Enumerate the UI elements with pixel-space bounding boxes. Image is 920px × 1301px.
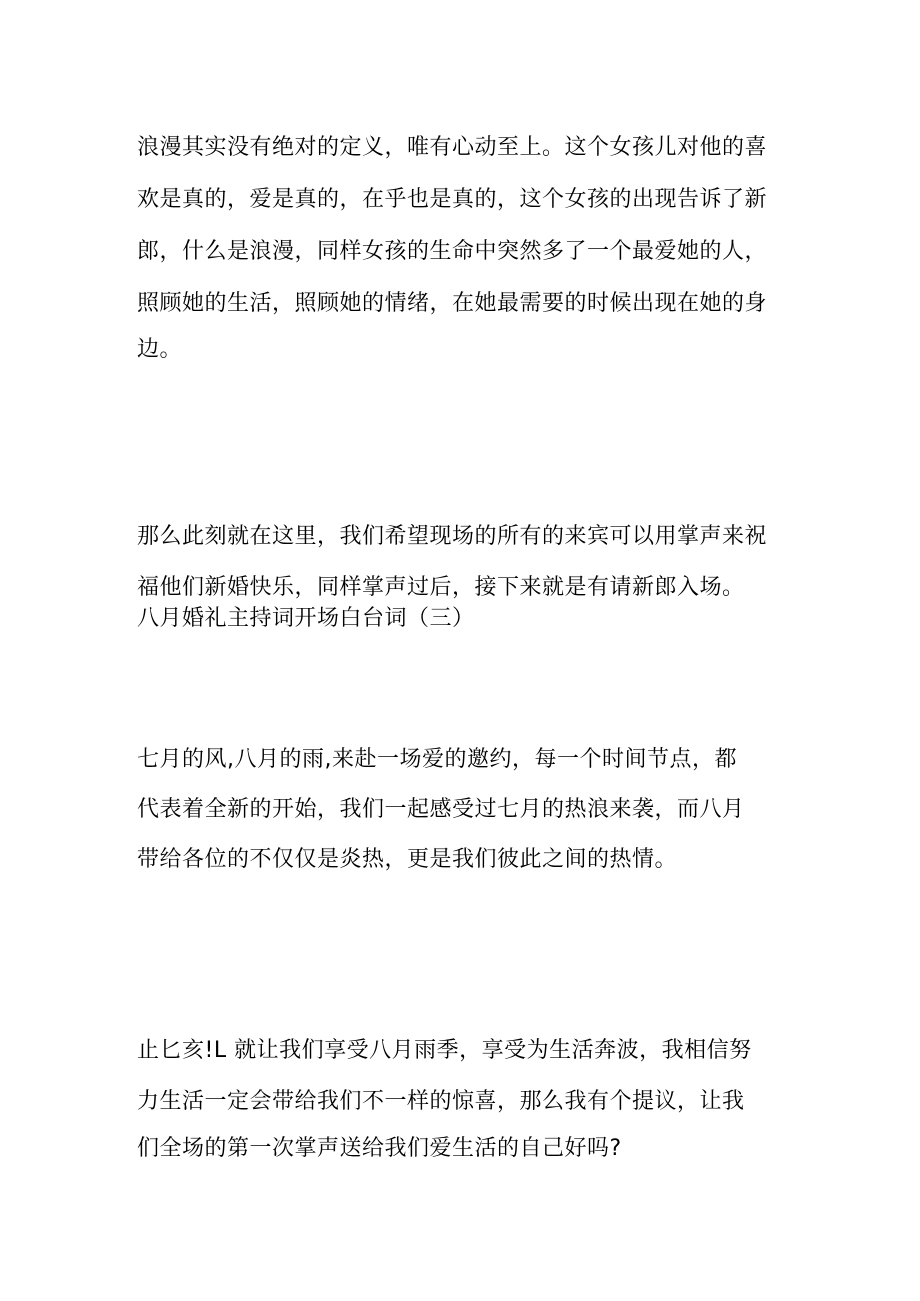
text-line: 欢是真的，爱是真的，在乎也是真的，这个女孩的出现告诉了新 <box>137 187 768 212</box>
heading-text: 八月婚礼主持词开场白台词（三） <box>137 606 475 631</box>
text-line: 们全场的第一次掌声送给我们爱生活的自己好吗? <box>137 1136 622 1161</box>
text-line: 七月的风,八月的雨,来赴一场爱的邀约，每一个时间节点，都 <box>137 747 737 772</box>
text-line: 郎，什么是浪漫，同样女孩的生命中突然多了一个最爱她的人， <box>137 239 768 264</box>
text-line: 力生活一定会带给我们不一样的惊喜，那么我有个提议，让我 <box>137 1089 745 1114</box>
text-line: 带给各位的不仅仅是炎热，更是我们彼此之间的热情。 <box>137 847 678 872</box>
text-line: 止匕亥!L 就让我们享受八月雨季，享受为生活奔波，我相信努 <box>137 1038 752 1063</box>
text-line: 那么此刻就在这里，我们希望现场的所有的来宾可以用掌声来祝 <box>137 524 768 549</box>
text-line: 照顾她的生活，照顾她的情绪，在她最需要的时候出现在她的身 <box>137 291 768 316</box>
text-line: 代表着全新的开始，我们一起感受过七月的热浪来袭，而八月 <box>137 797 745 822</box>
text-line: 浪漫其实没有绝对的定义，唯有心动至上。这个女孩儿对他的喜 <box>137 135 768 160</box>
text-line: 福他们新婚快乐，同样掌声过后，接下来就是有请新郎入场。 <box>137 575 745 600</box>
text-line: 边。 <box>137 337 183 362</box>
